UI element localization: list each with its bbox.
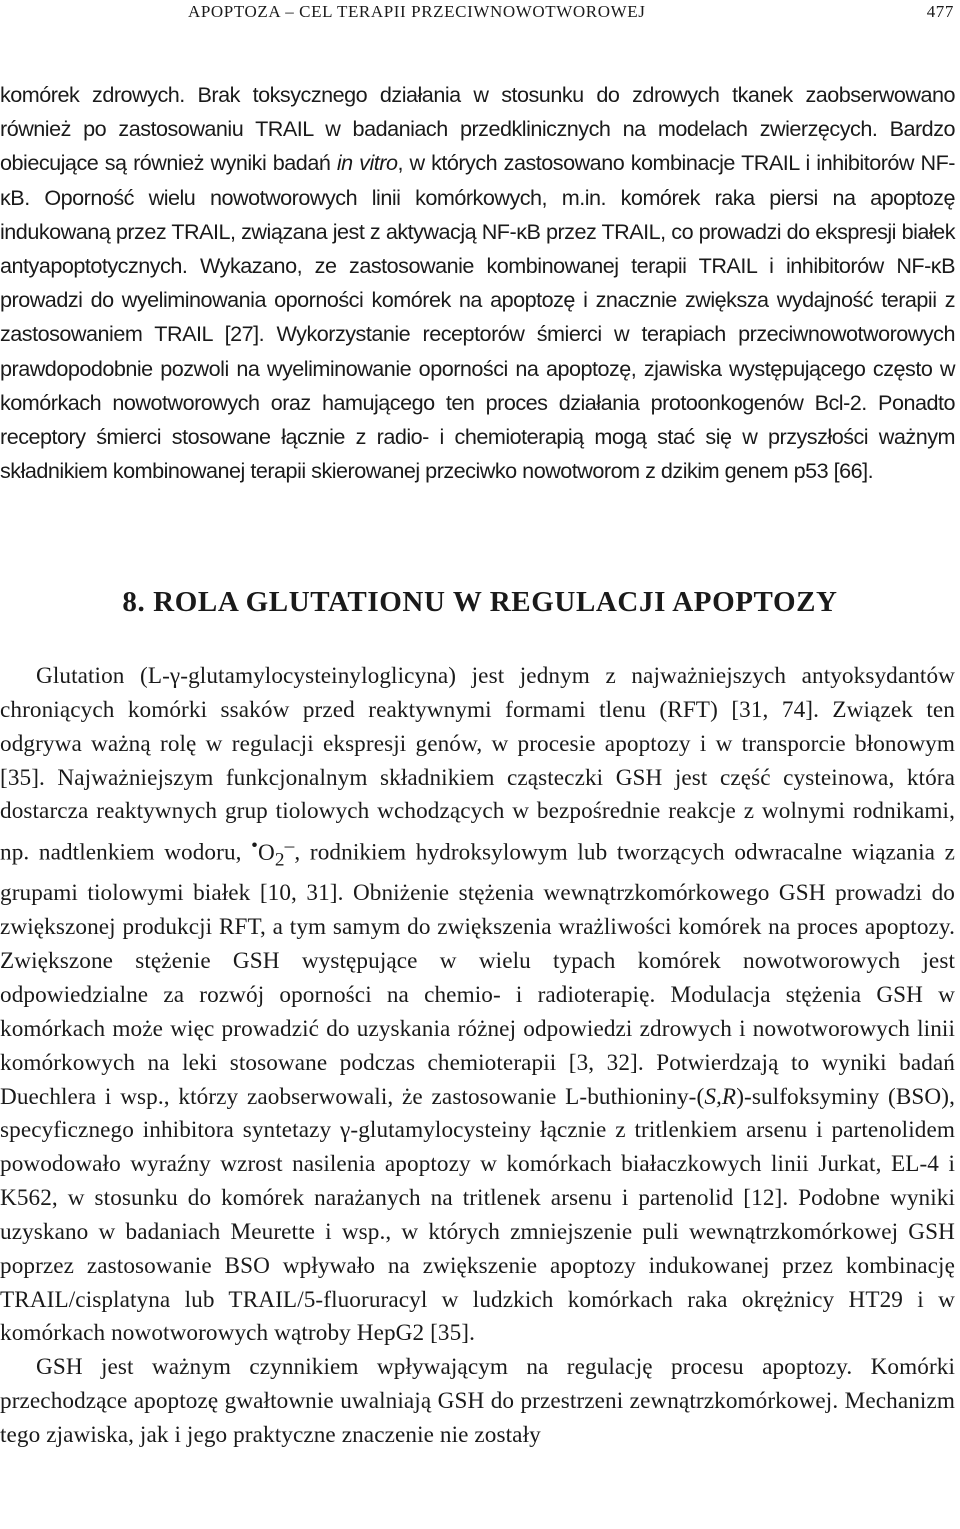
- section-italic-stereo: S,R: [704, 1083, 737, 1110]
- radical-base: O: [258, 839, 275, 866]
- page-number: 477: [926, 2, 954, 21]
- intro-text-1: komórek zdrowych. Brak toksycznego działania w stosunku do zdrowych tkanek zaobserwowano również po zastosowaniu TRAIL w badaniach przedklinicznych na modelach zwierzęcych.: [0, 82, 955, 142]
- radical-subscript: 2: [274, 849, 285, 871]
- intro-italic-term: in vitro: [336, 150, 398, 176]
- radical-dot: •: [251, 835, 259, 857]
- section-text-1b: , rodnikiem hydroksylowym lub tworzących odwracalne wiązania z grupami tiolowymi białek [10, 31]. Obniżenie stężenia wewnątrzkomórkowego GSH prowadzi do zwiększonej produkcji RFT, a tym samym do zwiększenia wrażliwości komórek na proces apoptozy. Zwiększone stężenie GSH występujące w wielu typach komórek nowotworowych jest odpowiedzialne za rozwój oporności na chemio- i radioterapię. Modulacja stężenia GSH w komórkach może więc prowadzić do uzyskania różnej odpowiedzi zdrowych i nowotworowych linii komórkowych na leki stosowane podczas chemioterapii [3, 32]. Potwierdzają to wyniki badań Duechlera i wsp., którzy zaobserwowali, że zastosowanie L-buthioniny-(: [0, 839, 955, 1110]
- section-paragraph-1: [0, 660, 955, 1351]
- radical-charge: –: [284, 835, 295, 857]
- section-text-1c: )-sulfoksyminy (BSO), specyficznego inhibitora syntetazy γ-glutamylocysteiny łącznie z tritlenkiem arsenu i partenolidem powodowało wyraźny wzrost nasilenia apoptozy w komórkach białaczkowych linii Jurkat, EL-4 i K562, w stosunku do komórek narażanych na tritlenek arsenu i partenolid [12]. Podobne wyniki uzyskano w badaniach Meurette i wsp., w których zmniejszenie puli wewnątrzkomórkowej GSH poprzez zastosowanie BSO wpływało na zwiększenie apoptozy indukowanej przez kombinację TRAIL/cisplatyna lub TRAIL/5-fluoruracyl w ludzkich komórkach raka okrężnicy HT29 i w komórkach nowotworowych wątroby HepG2 [35].: [0, 1083, 955, 1347]
- running-header: [0, 2, 960, 24]
- section-heading: 8. ROLA GLUTATIONU W REGULACJI APOPTOZY: [122, 586, 838, 618]
- section-paragraph-2: GSH jest ważnym czynnikiem wpływającym na regulację procesu apoptozy. Komórki przechodzące apoptozę gwałtownie uwalniają GSH do przestrzeni zewnątrzkomórkowej. Mechanizm tego zjawiska, jak i jego praktyczne znaczenie nie zostały: [0, 1354, 955, 1448]
- superoxide-radical: [251, 835, 295, 871]
- section-text-1a: Glutation (L-γ-glutamylocysteinyloglicyna) jest jednym z najważniejszych antyoksydantów chroniących komórki ssaków przed reaktywnymi formami tlenu (RFT) [31, 74]. Związek ten odgrywa ważną rolę w regulacji ekspresji genów, w procesie apoptozy i w transporcie błonowym [35]. Najważniejszym funkcjonalnym składnikiem cząsteczki GSH jest część cysteinowa, która dostarcza reaktywnych grup tiolowych wchodzących w bezpośrednie reakcje z wolnymi rodnikami, np. nadtlenkiem wodoru,: [0, 663, 955, 866]
- intro-paragraph: [0, 78, 955, 488]
- section-body: [0, 660, 955, 1453]
- intro-text-3: , w których zastosowano kombinacje TRAIL i inhibitorów NF-κB. Oporność wielu nowotworowych linii komórkowych, m.in. komórek raka piersi na apoptozę indukowaną przez TRAIL, związana jest z aktywacją NF-κB przez TRAIL, co prowadzi do ekspresji białek antyapoptotycznych. Wykazano, ze zastosowanie kombinowanej terapii TRAIL i inhibitorów NF-κB prowadzi do wyeliminowania oporności komórek na apoptozę i znacznie zwiększa wydajność terapii z zastosowaniem TRAIL [27]. Wykorzystanie receptorów śmierci w terapiach przeciwnowotworowych prawdopodobnie pozwoli na wyeliminowanie oporności na apoptozę, zjawiska występującego często w komórkach nowotworowych oraz hamującego ten proces działania protoonkogenów Bcl-2. Ponadto receptory śmierci stosowane łącznie z radio- i chemioterapią mogą stać się w przyszłości ważnym składnikiem kombinowanej terapii skierowanej przeciwko nowotworom z dzikim genem p53 [66].: [0, 150, 955, 484]
- running-title: APOPTOZA – CEL TERAPII PRZECIWNOWOTWOROWEJ: [188, 2, 646, 21]
- intro-text-2: Bardzo obiecujące są również wyniki badań: [0, 116, 955, 176]
